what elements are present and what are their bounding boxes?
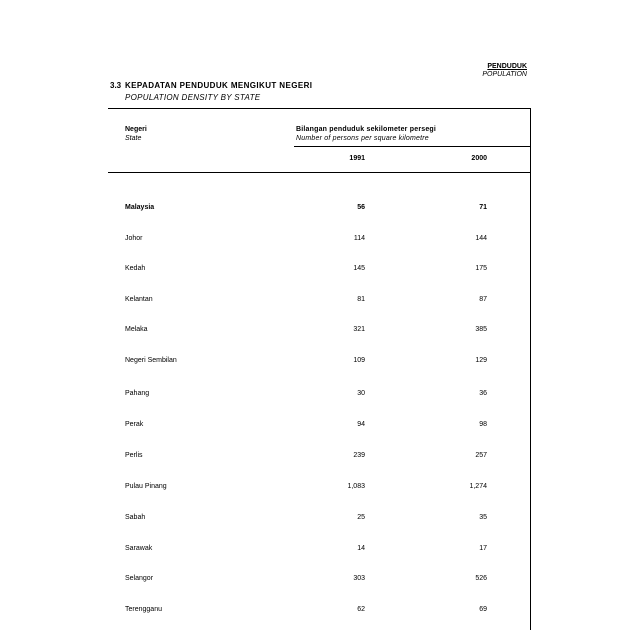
table-row (0, 204, 638, 216)
table-row (0, 235, 638, 247)
density-2000: 129 (475, 357, 487, 364)
density-1991: 94 (357, 421, 365, 428)
state-name: Johor (125, 235, 143, 242)
table-title: KEPADATAN PENDUDUK MENGIKUT NEGERI (125, 81, 313, 90)
density-1991: 303 (353, 575, 365, 582)
density-2000: 98 (479, 421, 487, 428)
density-1991: 56 (357, 204, 365, 211)
table-row (0, 514, 638, 526)
table-row (0, 452, 638, 464)
state-name: Pulau Pinang (125, 483, 167, 490)
state-name: Sabah (125, 514, 146, 521)
table-row (0, 296, 638, 308)
table-row (0, 390, 638, 402)
state-name: Perak (125, 421, 144, 428)
state-name: Selangor (125, 575, 154, 582)
density-1991: 25 (357, 514, 365, 521)
table-top-rule (108, 108, 531, 109)
density-1991: 14 (357, 545, 365, 552)
state-name: Kedah (125, 265, 146, 272)
density-2000: 257 (475, 452, 487, 459)
section-label-en: POPULATION (482, 71, 527, 78)
density-1991: 81 (357, 296, 365, 303)
density-1991: 114 (353, 235, 365, 242)
table-row (0, 575, 638, 587)
year-2000: 2000 (471, 155, 487, 162)
state-name: Melaka (125, 326, 148, 333)
header-divider (294, 146, 530, 147)
col-header-density: Bilangan penduduk sekilometer persegi (296, 126, 437, 133)
col-header-state-en: State (125, 135, 142, 142)
density-2000: 87 (479, 296, 487, 303)
table-number: 3.3 (110, 81, 122, 90)
density-1991: 145 (353, 265, 365, 272)
table-row (0, 483, 638, 495)
state-name: Perlis (125, 452, 143, 459)
density-2000: 526 (475, 575, 487, 582)
state-name: Pahang (125, 390, 150, 397)
density-2000: 1,274 (469, 483, 487, 490)
density-1991: 109 (353, 357, 365, 364)
table-row (0, 606, 638, 618)
header-bottom-rule (108, 172, 531, 173)
section-label: PENDUDUK (487, 63, 527, 70)
density-1991: 239 (353, 452, 365, 459)
density-2000: 71 (479, 204, 487, 211)
state-name: Terengganu (125, 606, 162, 613)
col-header-density-en: Number of persons per square kilometre (296, 135, 429, 142)
col-header-state: Negeri (125, 126, 147, 133)
density-1991: 1,083 (347, 483, 365, 490)
state-name: Negeri Sembilan (125, 357, 177, 364)
density-2000: 36 (479, 390, 487, 397)
table-row (0, 326, 638, 338)
state-name: Sarawak (125, 545, 153, 552)
density-1991: 62 (357, 606, 365, 613)
table-row (0, 265, 638, 277)
density-2000: 144 (475, 235, 487, 242)
table-row (0, 421, 638, 433)
state-name: Kelantan (125, 296, 153, 303)
density-2000: 175 (475, 265, 487, 272)
table-row (0, 357, 638, 369)
table-title-en: POPULATION DENSITY BY STATE (125, 93, 261, 102)
density-2000: 35 (479, 514, 487, 521)
density-1991: 321 (353, 326, 365, 333)
state-name: Malaysia (125, 204, 155, 211)
density-1991: 30 (357, 390, 365, 397)
year-1991: 1991 (349, 155, 365, 162)
density-2000: 69 (479, 606, 487, 613)
density-2000: 385 (475, 326, 487, 333)
density-2000: 17 (479, 545, 487, 552)
table-row (0, 545, 638, 557)
